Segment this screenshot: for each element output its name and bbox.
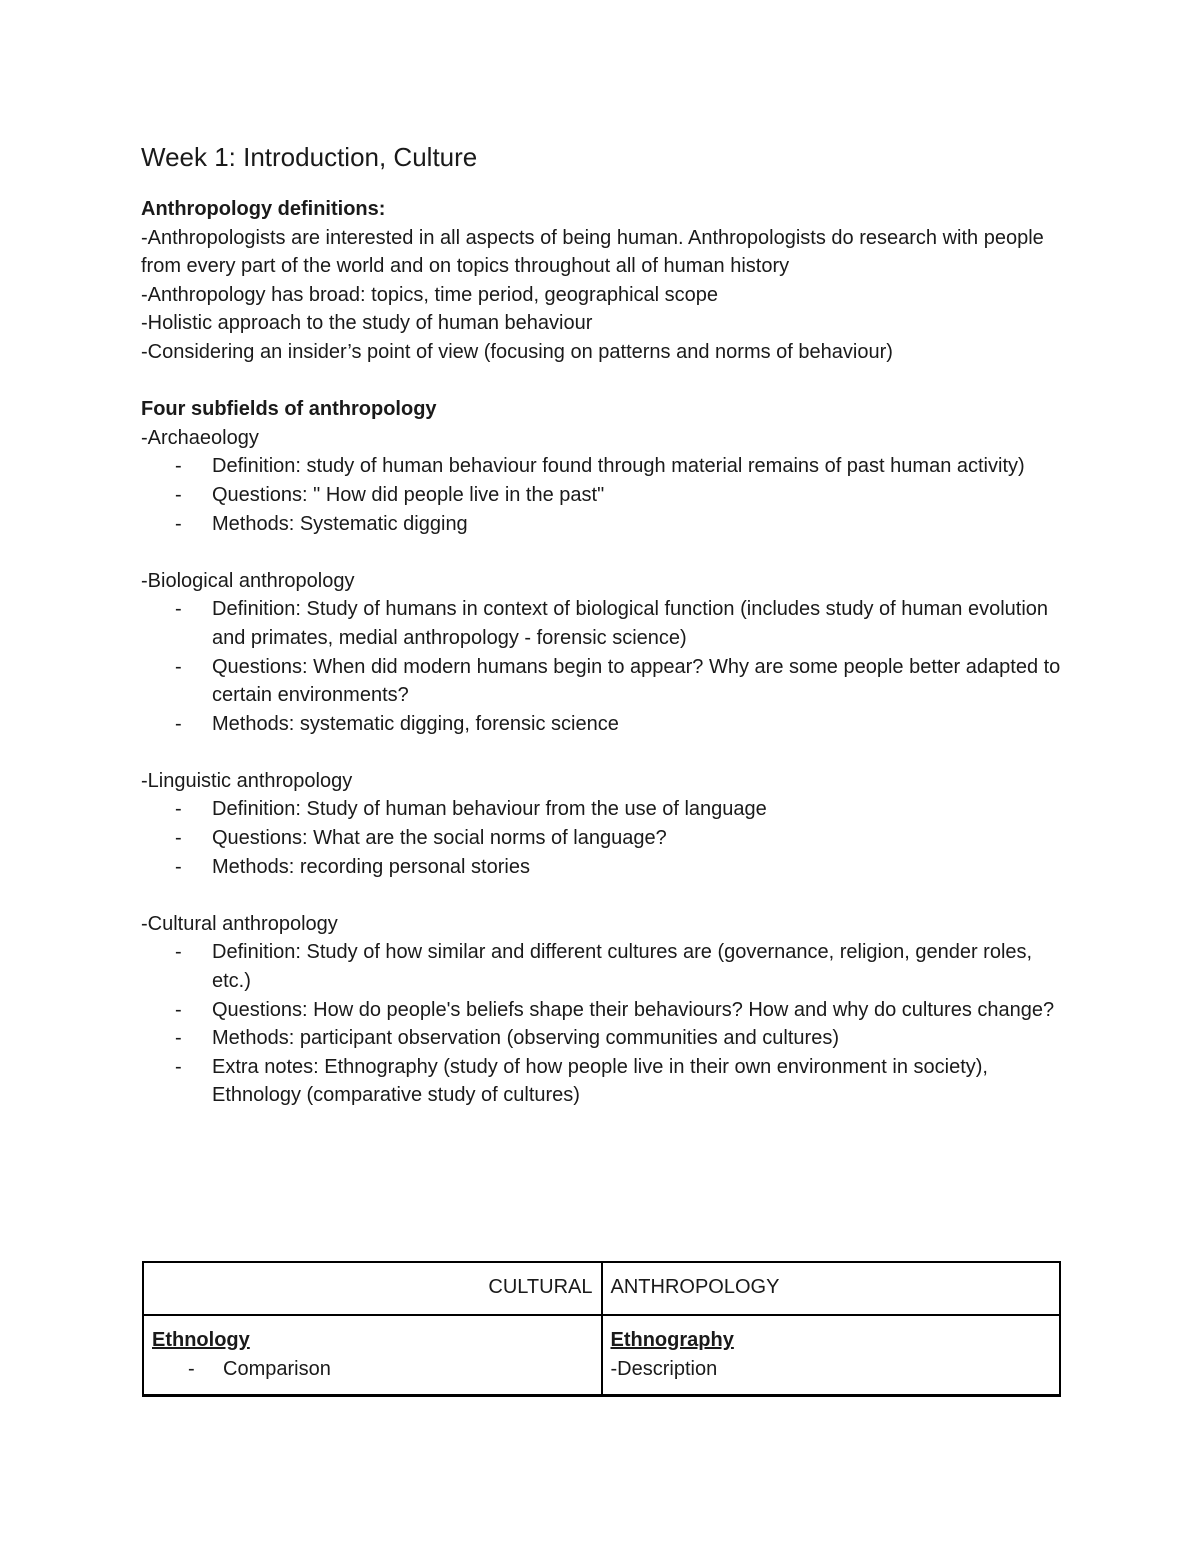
- spacer: [141, 367, 1066, 396]
- list-item: - Questions: How do people's beliefs shape their behaviours? How and why do cultures change?: [141, 996, 1066, 1025]
- list-item: - Methods: systematic digging, forensic science: [141, 710, 1066, 739]
- list-item: - Questions: " How did people live in the past": [141, 481, 1066, 510]
- list-item: - Questions: When did modern humans begin to appear? Why are some people better adapted to certain environments?: [141, 653, 1066, 710]
- list-item: - Questions: What are the social norms of language?: [141, 824, 1066, 853]
- list-item: - Comparison: [152, 1355, 593, 1384]
- table-header-row: [143, 1262, 1060, 1315]
- document-page: [141, 140, 1066, 1110]
- spacer: [141, 738, 1066, 767]
- definition-line: -Anthropologists are interested in all aspects of being human. Anthropologists do research with people from every part of the world and on topics throughout all of human history: [141, 226, 1044, 278]
- ethnography-cell: [602, 1315, 1061, 1396]
- archaeology-list: [141, 452, 1066, 538]
- ethnology-list: [152, 1355, 593, 1384]
- subfield-cultural-label: -Cultural anthropology: [141, 912, 338, 935]
- definition-line: -Considering an insider’s point of view (focusing on patterns and norms of behaviour): [141, 340, 893, 363]
- list-item: - Methods: recording personal stories: [141, 853, 1066, 882]
- page-title: Week 1: Introduction, Culture: [141, 142, 478, 172]
- table-header-right: ANTHROPOLOGY: [602, 1262, 1061, 1315]
- ethnology-cell: [143, 1315, 602, 1396]
- definition-line: -Holistic approach to the study of human behaviour: [141, 312, 593, 335]
- subfield-archaeology-label: -Archaeology: [141, 426, 259, 449]
- cultural-list: [141, 938, 1066, 1110]
- cultural-anthropology-table: [142, 1261, 1061, 1397]
- list-item: - Definition: Study of how similar and different cultures are (governance, religion, gender roles, etc.): [141, 938, 1066, 995]
- spacer: [141, 538, 1066, 567]
- ethnography-description: -Description: [610, 1357, 718, 1380]
- biological-list: [141, 595, 1066, 738]
- table-row: [143, 1315, 1060, 1396]
- subfields-heading: Four subfields of anthropology: [141, 398, 437, 421]
- subfield-biological-label: -Biological anthropology: [141, 569, 355, 592]
- definitions-heading: Anthropology definitions:: [141, 198, 386, 220]
- list-item: - Methods: participant observation (observing communities and cultures): [141, 1024, 1066, 1053]
- list-item: - Methods: Systematic digging: [141, 510, 1066, 539]
- ethnology-heading: Ethnology: [152, 1329, 250, 1351]
- subfield-linguistic-label: -Linguistic anthropology: [141, 769, 353, 792]
- linguistic-list: [141, 795, 1066, 881]
- ethnography-heading: Ethnography: [610, 1329, 734, 1351]
- list-item: - Definition: study of human behaviour found through material remains of past human activity): [141, 452, 1066, 481]
- list-item: - Definition: Study of human behaviour from the use of language: [141, 795, 1066, 824]
- definition-line: -Anthropology has broad: topics, time period, geographical scope: [141, 283, 719, 306]
- list-item: - Definition: Study of humans in context of biological function (includes study of human evolution and primates, medial anthropology - forensic science): [141, 595, 1066, 652]
- list-item: - Extra notes: Ethnography (study of how people live in their own environment in society), Ethnology (comparative study of cultures): [141, 1053, 1066, 1110]
- table-header-left: CULTURAL: [143, 1262, 602, 1315]
- spacer: [141, 881, 1066, 910]
